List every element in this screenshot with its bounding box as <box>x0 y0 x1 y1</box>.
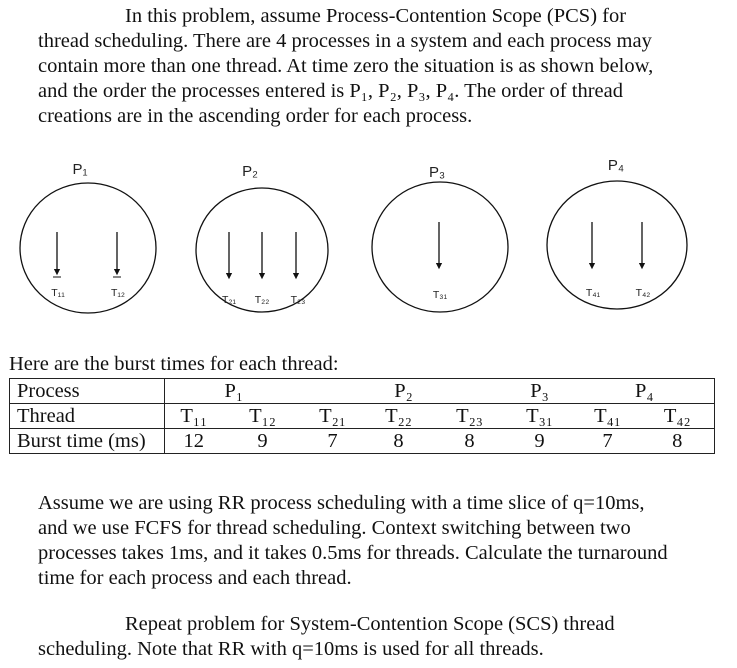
thread-label-t21: T₂₁ <box>221 294 237 306</box>
thread-cell: T₂₃ <box>435 404 505 429</box>
process-label-p1: P₁ <box>72 161 88 178</box>
intro-paragraph <box>38 4 728 129</box>
process-circle-p4 <box>547 181 687 309</box>
burst-cell: 12 <box>165 429 223 454</box>
burst-table-caption: Here are the burst times for each thread: <box>9 353 339 375</box>
burst-cell: 9 <box>223 429 303 454</box>
burst-cell: 8 <box>363 429 435 454</box>
thread-row <box>10 404 715 429</box>
burst-time-table <box>9 378 715 454</box>
burst-cell: 9 <box>505 429 575 454</box>
process-circle-p1 <box>20 183 156 313</box>
process-thread-diagram <box>0 150 737 350</box>
thread-cell: T₂₁ <box>303 404 363 429</box>
process-cell-p1: P₁ <box>165 379 303 404</box>
burst-cell: 7 <box>303 429 363 454</box>
thread-label-t12: T₁₂ <box>110 287 126 299</box>
repeat-line: Repeat problem for System-Contention Scope (SCS) thread <box>125 613 615 635</box>
thread-label-t31: T₃₁ <box>432 289 448 301</box>
burst-cell: 8 <box>641 429 715 454</box>
process-label-p3: P₃ <box>428 164 446 181</box>
burst-cell: 8 <box>435 429 505 454</box>
process-cell-p2: P₂ <box>303 379 505 404</box>
thread-cell: T₁₁ <box>165 404 223 429</box>
thread-arrow <box>113 232 121 277</box>
thread-label-t22: T₂₂ <box>254 294 270 306</box>
thread-cell: T₄₂ <box>641 404 715 429</box>
process-label-p4: P₄ <box>607 157 625 174</box>
process-label-p2: P₂ <box>242 163 258 180</box>
rr-line: time for each process and each thread. <box>38 567 352 589</box>
row-header-burst: Burst time (ms) <box>10 429 165 454</box>
intro-line: creations are in the ascending order for each process. <box>38 105 473 127</box>
intro-line: thread scheduling. There are 4 processes in a system and each process may <box>38 30 652 52</box>
intro-line: In this problem, assume Process-Contention Scope (PCS) for <box>125 5 627 27</box>
thread-arrow <box>53 232 61 277</box>
thread-cell: T₄₁ <box>575 404 641 429</box>
thread-label-t42: T₄₂ <box>635 287 651 299</box>
row-header-thread: Thread <box>10 404 165 429</box>
process-cell-p4: P₄ <box>575 379 715 404</box>
thread-cell: T₃₁ <box>505 404 575 429</box>
thread-cell: T₂₂ <box>363 404 435 429</box>
process-row <box>10 379 715 404</box>
rr-line: processes takes 1ms, and it takes 0.5ms for threads. Calculate the turnaround <box>38 542 668 564</box>
burst-row <box>10 429 715 454</box>
thread-cell: T₁₂ <box>223 404 303 429</box>
thread-label-t11: T₁₁ <box>51 287 65 299</box>
process-cell-p3: P₃ <box>505 379 575 404</box>
thread-label-t23: T₂₃ <box>290 294 306 306</box>
row-header-process: Process <box>10 379 165 404</box>
rr-question-paragraph <box>38 491 728 591</box>
intro-line: and the order the processes entered is P₁, P₂, P₃, P₄. The order of thread <box>38 80 623 102</box>
thread-label-t41: T₄₁ <box>585 287 601 299</box>
rr-line: Assume we are using RR process scheduling with a time slice of q=10ms, <box>38 492 645 514</box>
scs-question-paragraph <box>38 612 728 662</box>
repeat-line: scheduling. Note that RR with q=10ms is used for all threads. <box>38 638 544 660</box>
intro-line: contain more than one thread. At time zero the situation is as shown below, <box>38 55 654 77</box>
burst-cell: 7 <box>575 429 641 454</box>
rr-line: and we use FCFS for thread scheduling. Context switching between two <box>38 517 631 539</box>
